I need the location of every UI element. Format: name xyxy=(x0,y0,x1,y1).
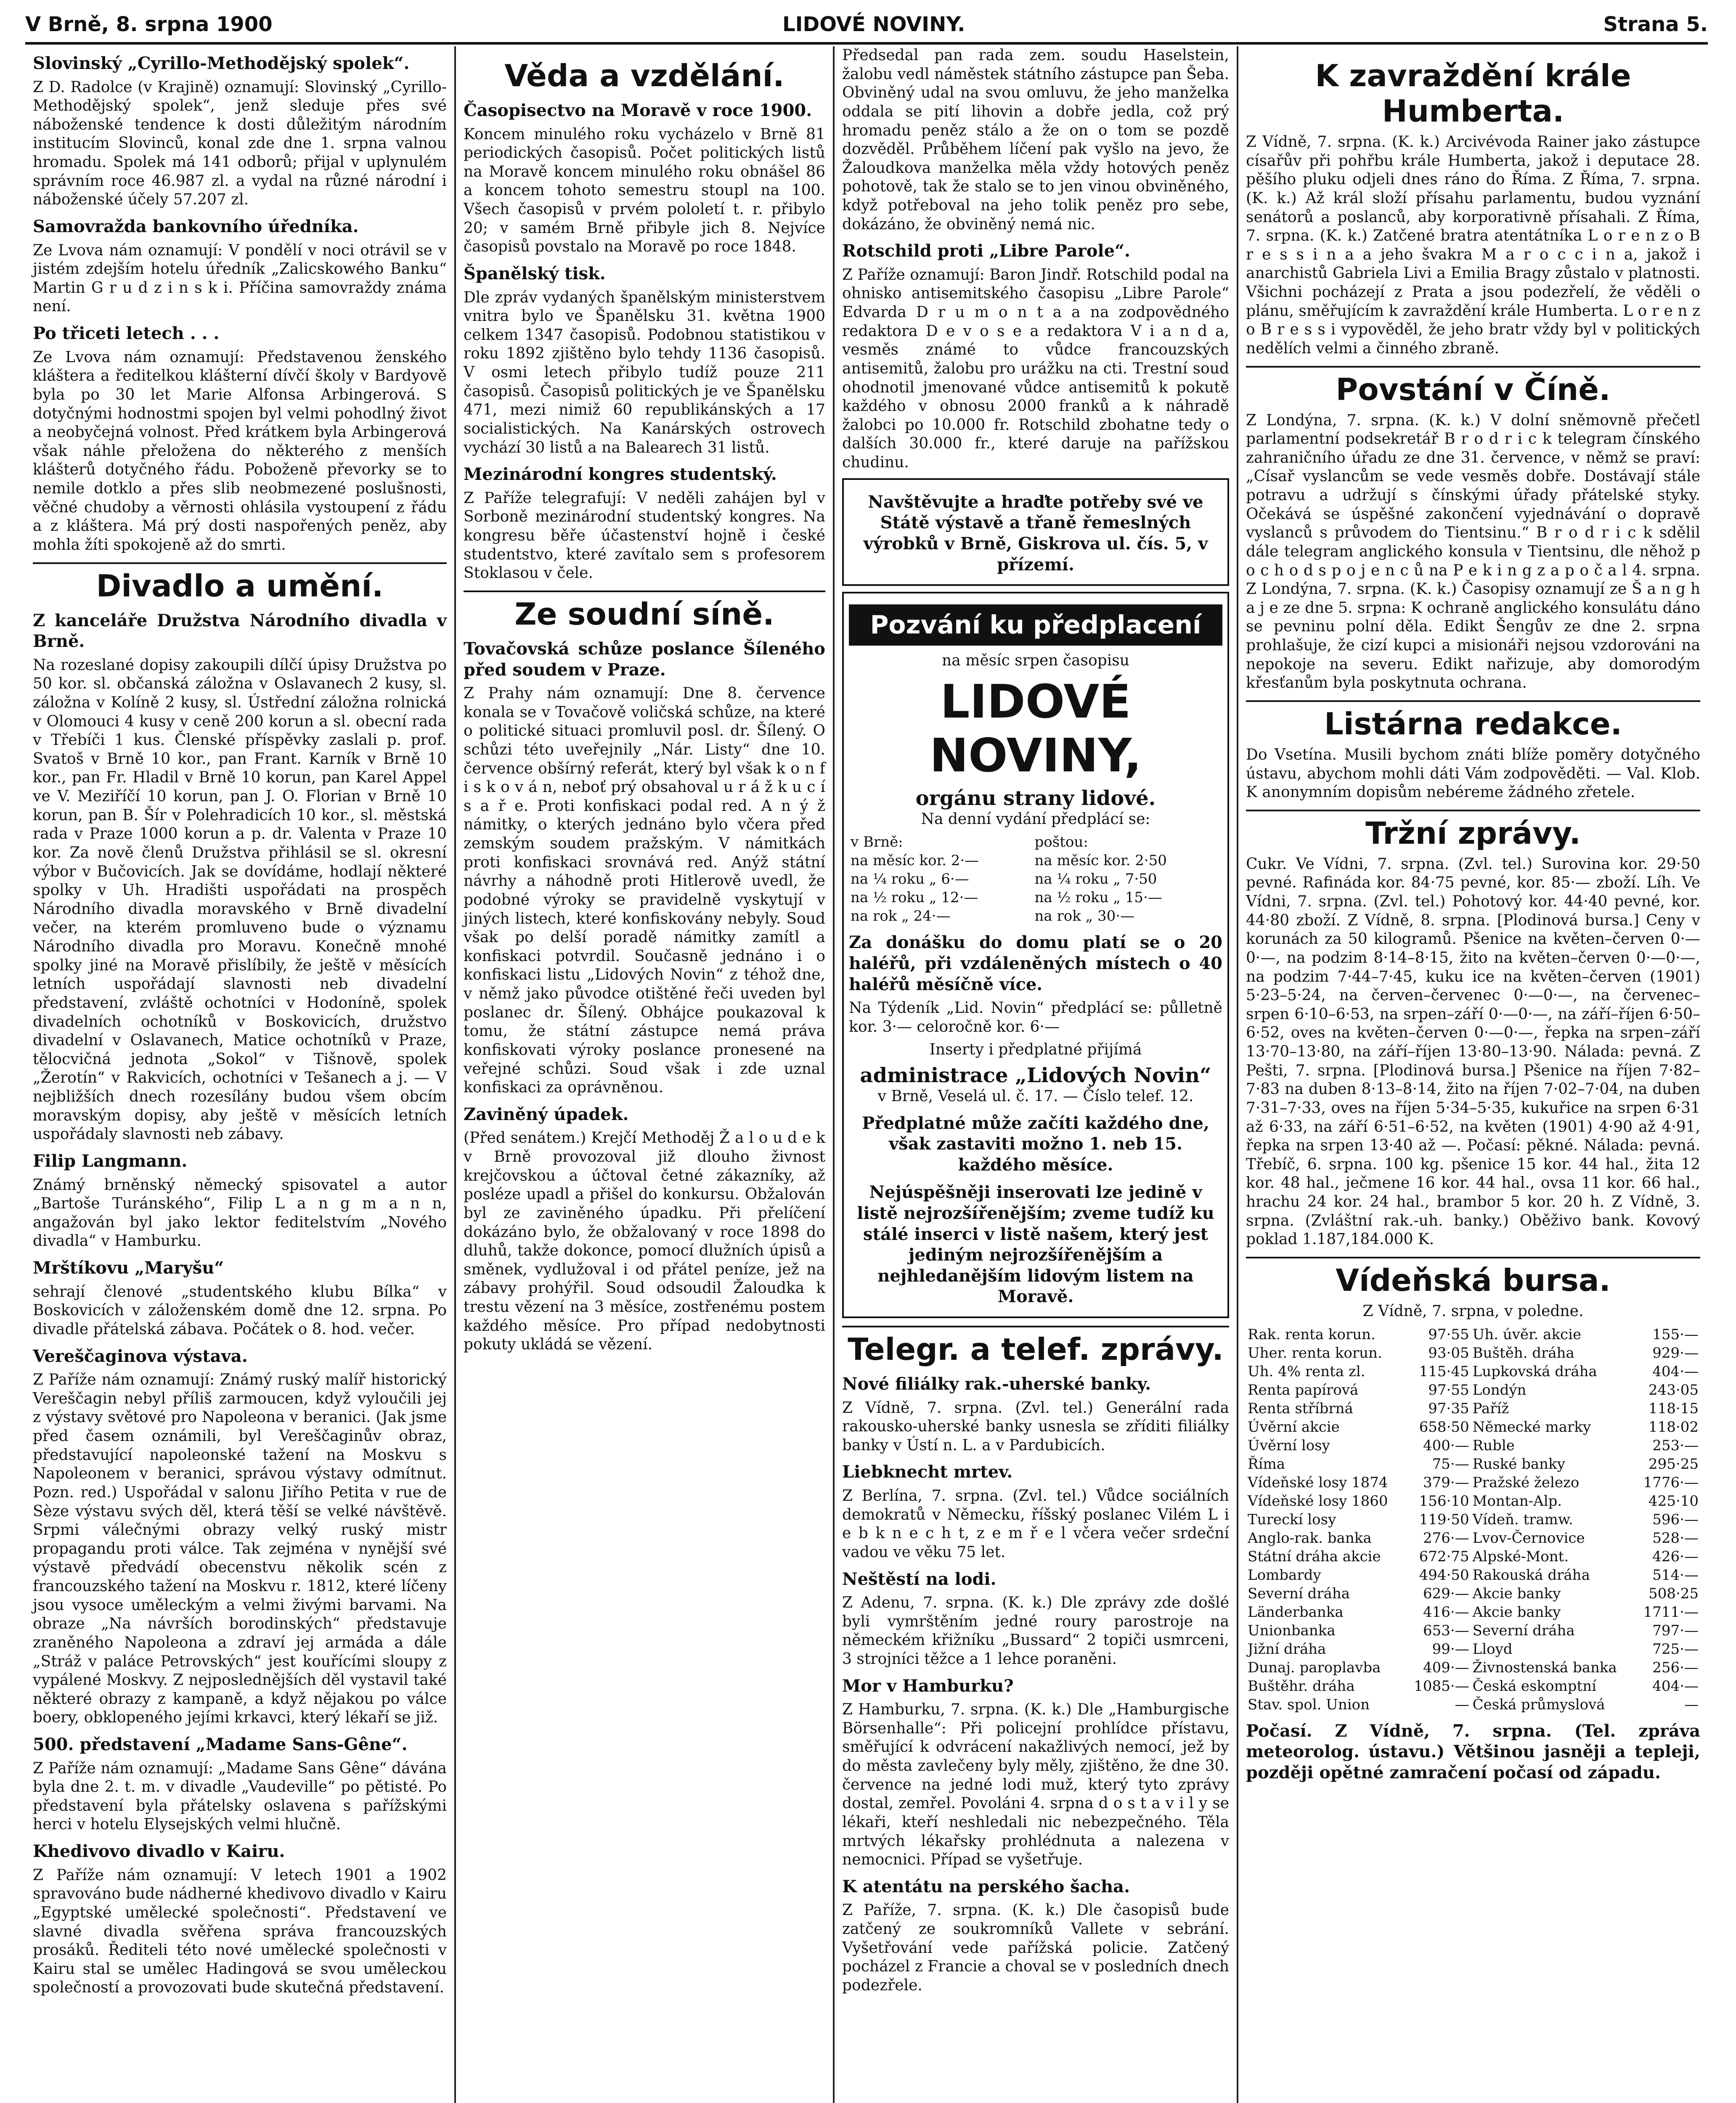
bursa-cell: 97·55 xyxy=(1428,1381,1469,1398)
bursa-cell: 1085·— xyxy=(1414,1677,1469,1695)
bursa-cell: 253·— xyxy=(1652,1437,1699,1454)
column-1 xyxy=(25,46,454,2103)
bursa-cell: 97·55 xyxy=(1428,1326,1469,1343)
bursa-cell: Rak. renta korun. xyxy=(1248,1326,1376,1343)
weather-report: Počasí. Z Vídně, 7. srpna. (Tel. zpráva meteorolog. ústavu.) Většinou jasněji a tepleji, později opětné zamračení počasí od západu. xyxy=(1246,1721,1700,1783)
table-row xyxy=(849,907,1222,925)
bursa-cell: Lupkovská dráha xyxy=(1472,1363,1597,1380)
article-text: Z Paříže oznamují: Baron Jindř. Rotschild podal na ohnisko antisemitského časopisu „Libre Parole“ Edvarda D r u m o n t a a na zodpovědného redaktora D e v o s e a redaktora V i a n d a, vesměs známé to vůdce francouzských antisemitů, žalobu pro urážku na cti. Trestní soud ohodnotil jmenované vůdce antisemitů k pokutě každého v obnosu 2000 franků a k náhradě žalobci po 10.000 fr. Rotschild zbohatne tedy o dalších 30.000 fr., které daruje na pařížskou chudinu. xyxy=(842,266,1229,471)
bursa-cell: 156·10 xyxy=(1419,1492,1469,1510)
bursa-cell: 416·— xyxy=(1423,1603,1469,1621)
article-text: Z Vídně, 7. srpna. (Zvl. tel.) Generální rada rakousko-uherské banky usnesla se zříditi filiálky banky v Ústí n. L. a v Pardubicích. xyxy=(842,1399,1229,1454)
weekly-rates: Na Týdeník „Lid. Novin“ předplácí se: půlletně kor. 3·— celoročně kor. 6·— xyxy=(849,999,1222,1036)
article-heading: Tovačovská schůze poslance Šíleného před soudem v Praze. xyxy=(464,638,825,680)
article-text: Z Prahy nám oznamují: Dne 8. července konala se v Tovačově voličská schůze, na které o politické situaci promluvil posl. dr. Šílený. O schůzi této uveřejnily „Nár. Listy“ dne 10. července obšírný referát, který byl však k o n f i s k o v á n, neboť prý obsahoval u r á ž k u c í s a ř e. Proti konfiskaci podal red. A n ý ž námitky, o kterých jednáno bylo včera před zemským soudem pražským. V námitkách proti konfiskaci srovnává red. Anýž státní návrhy a náhodně proti Hitlerově uvedl, že podobné výroky se pravidelně vyskytují v jiných listech, které konfiskovány nebyly. Soud však po delší poradě námitky zamítl a konfiskaci potvrdil. Současně jednáno i o konfiskaci listu „Lidových Novin“ z téhož dne, v němž jako původce otištěné řeči uveden byl poslanec dr. Šílený. Obhájce poukazoval k tomu, že státní zástupce nemá práva konfiskovati výroky poslance pronesené na veřejné schůzi. Soud však i zde uznal konfiskaci za oprávněnou. xyxy=(464,685,825,1097)
bursa-cell: 155·— xyxy=(1652,1326,1699,1343)
article-text: (Před senátem.) Krejčí Methoděj Ž a l o u d e k v Brně provozoval již dlouho živnost krejčovskou a účtoval četné zákazníky, až posléze upadl a přišel do konkursu. Obžalován byl ze zaviněného úpadku. Při přelíčení dokázáno bylo, že obžalovaný v roce 1898 do dluhů, takže dokonce, pomocí dlužních úpisů a směnek, vydlužoval i od přátel peníze, jež na zábavy prohýřil. Soud odsoudil Žaloudka k trestu vězení na 3 měsíce, zostřenému postem každého měsíce. Pro případ nedobytnosti pokuty ukládá se vězení. xyxy=(464,1129,825,1353)
column-4 xyxy=(1237,46,1708,2103)
bursa-cell: 243·05 xyxy=(1649,1381,1699,1398)
bursa-cell: Paříž xyxy=(1472,1400,1509,1417)
article-text: Z Londýna, 7. srpna. (K. k.) V dolní sněmovně přečetl parlamentní podsekretář B r o d r i c k telegram čínského zahraničního úřadu ze dne 31. července, v němž se praví: „Císař vyslancům se vede vesměs dobře. Dostávají stále potravu a udržují s čínskými úřady přátelské styky. Očekává se úspěšné zakončení vyjednávání o dopravě vyslanců s průvodem do Tientsinu.“ B r o d r i c k sdělil dále telegram anglického konsula v Tientsinu, dle něhož p o c h o d s p o j e n c ů na P e k i n g z a p o č a l 4. srpna. Z Londýna, 7. srpna. (K. k.) Časopisy oznamují ze Š a n g h a j e ze dne 5. srpna: K ochraně anglického konsulátu dáno se pevninu polní děla. Edikt Šengův ze dne 2. srpna prohlašuje, že cizí kupci a misionáři nejsou vzdorováni na nepokoje na severu. Edikt nařizuje, aby domorodým křesťanům byla poskytnuta ochrana. xyxy=(1246,411,1700,692)
bursa-subtitle: Z Vídně, 7. srpna, v poledne. xyxy=(1362,1302,1584,1320)
article-text: Z D. Radolce (v Krajině) oznamují: Slovinský „Cyrillo-Methodějský spolek“, jenž sleduje přes své náboženské tendence k dosti důležitým národním institucím Slovinců, konal zde dne 1. srpna valnou hromadu. Spolek má 141 odborů; přijal v uplynulém správním roce 46.987 zl. a vydal na různé národní i náboženské účely 57.207 zl. xyxy=(33,78,447,209)
bursa-cell: 276·— xyxy=(1423,1529,1469,1547)
notice-text: Navštěvujte a hraďte potřeby své ve Státě výstavě a třaně řemeslných výrobků v Brně, Giskrova ul. čís. 5, v přízemí. xyxy=(863,492,1208,575)
table-row xyxy=(1246,1658,1700,1677)
article-heading: Samovražda bankovního úředníka. xyxy=(33,216,359,236)
article-text: Do Vsetína. Musili bychom znáti blíže poměry dotyčného ústavu, abychom mohli dáti Vám zodpověděti. — Val. Klob. K anonymním dopisům nebéreme žádného zřetele. xyxy=(1246,746,1700,801)
subscription-sub: na měsíc srpen časopisu xyxy=(942,652,1129,670)
bursa-cell: 426·— xyxy=(1652,1548,1699,1565)
bursa-cell: Montan-Alp. xyxy=(1472,1492,1562,1510)
bursa-cell: Česká průmyslová xyxy=(1472,1696,1605,1713)
bursa-cell: Anglo-rak. banka xyxy=(1248,1529,1372,1547)
table-row xyxy=(1246,1399,1700,1418)
bursa-cell: Vídeň. tramw. xyxy=(1472,1511,1573,1528)
table-row xyxy=(1246,1584,1700,1603)
table-row xyxy=(1246,1529,1700,1547)
article-heading: Po třiceti letech . . . xyxy=(33,323,220,344)
bursa-cell: Unionbanka xyxy=(1248,1622,1336,1639)
bursa-cell: Lombardy xyxy=(1248,1566,1321,1584)
delivery-note: Za donášku do domu platí se o 20 haléřů, při vzdáleněných místech o 40 haléřů měsíčně více. xyxy=(849,932,1222,994)
article-text: Z Berlína, 7. srpna. (Zvl. tel.) Vůdce sociálních demokratů v Německu, říšský poslanec Vilém L i e b k n e c h t, z e m ř e l včera večer srdeční vadou ve věku 75 let. xyxy=(842,1487,1229,1561)
advertising-pitch: Nejúspěšněji inserovati lze jedině v listě nejrozšířenějším; zveme tudíž ku stálé inserci v listě našem, který jest jediným nejrozšířenějším a nejhledanějším lidovým listem na Moravě. xyxy=(857,1182,1214,1307)
article-heading-cina: Povstání v Číně. xyxy=(1246,366,1700,407)
bursa-cell: 119·50 xyxy=(1419,1511,1469,1528)
rate-cell: na měsíc kor. 2·— xyxy=(851,852,979,869)
bursa-cell: 400·— xyxy=(1423,1437,1469,1454)
bursa-cell: 653·— xyxy=(1423,1622,1469,1639)
bursa-cell: Uh. úvěr. akcie xyxy=(1472,1326,1582,1343)
bursa-cell: 1776·— xyxy=(1643,1474,1699,1491)
table-row xyxy=(849,870,1222,888)
article-text: Známý brněnský německý spisovatel a autor „Bartoše Turánského“, Filip L a n g m a n n, angažován byl jako lektor feditelstvím „Nového divadla“ v Hamburku. xyxy=(33,1176,447,1250)
rate-cell: na ¼ roku „ 6·— xyxy=(851,871,969,888)
article-text: Z Paříže nám oznamují: „Madame Sans Gêne“ dávána byla dne 2. t. m. v divadle „Vaudeville“ po pětisté. Po představení byla přátelsky oslavena s pařížskými herci v hotelu Elysejských velmi hlučně. xyxy=(33,1759,447,1833)
bursa-cell: Česká eskomptní xyxy=(1472,1677,1596,1695)
administration-line: administrace „Lidových Novin“ xyxy=(860,1064,1211,1087)
bursa-cell: 672·75 xyxy=(1419,1548,1469,1565)
article-heading-humbert: K zavraždění krále Humberta. xyxy=(1315,58,1631,129)
rate-cell: na ½ roku „ 12·— xyxy=(851,889,978,906)
table-row xyxy=(1246,1455,1700,1473)
table-row xyxy=(1246,1418,1700,1436)
table-row xyxy=(1246,1640,1700,1658)
header-title: LIDOVÉ NOVINY. xyxy=(782,13,965,36)
article-text: Předsedal pan rada zem. soudu Haselstein, žalobu vedl náměstek státního zástupce pan Šeba. Obviněný udal na svou omluvu, že jeho manželka oddala se pití lihovin a dobře jedla, což prý hromadu peněz stálo a že on o tom se pozdě dozvěděl. Průběhem líčení pak vyšlo na jevo, že Žaloudkova manželka měla vždy hotových peněz pohotově, tak že stalo se to jen vinou obviněného, když potřeboval na jeho tolik peněz pro sebe, dokázáno, že obviněný nemá nic. xyxy=(842,47,1229,233)
subscription-start: Předplatné může začíti každého dne, však zastaviti možno 1. neb 15. každého měsíce. xyxy=(862,1113,1209,1175)
bursa-cell: Buštěhr. dráha xyxy=(1248,1677,1355,1695)
article-heading: 500. představení „Madame Sans-Gêne“. xyxy=(33,1735,408,1754)
bursa-cell: 409·— xyxy=(1423,1659,1469,1676)
article-text: Z Paříže nám oznamují: Známý ruský malíř historický Vereščagin nebyl příliš zarmoucen, když vyloučili jej z výstavy světové pro Napoleona v beranici. (Jak jsme před časem oznámili, byl Vereščaginův obraz, představující napoleonské tažení na Moskvu s Napoleonem v beranici, správou výstavy odmítnut. Pozn. red.) Uspořádal v salonu Jiřího Petita v rue de Sèze výstavu svých děl, která těší se velké návštěvě. Srpmi válečnými obrazy velký ruský mistr propagandu proti válce. Tak zejména v nynější své výstavě předvádí obecenstvu několik scén z francouzského tažení na Moskvu r. 1812, které líčeny jsou vysoce uměleckým a velmi živými barvami. Na obraze „Na návrších borodinských“ představuje zraněného Napoleona a zdraví jej armáda a dále „Stráž v paláce Petrovských“ jest kouřícími sloupy z vypálené Moskvy. Z nejposlednějších děl vystavil také některé obrazy z kampaně, a když nějakou po válce boery, obklopeného jejími krkavci, který lékaří se již. xyxy=(33,1371,447,1727)
subscription-banner: Pozvání ku předplacení xyxy=(849,604,1222,646)
bursa-cell: — xyxy=(1684,1696,1699,1713)
bursa-cell: Stav. spol. Union xyxy=(1248,1696,1370,1713)
bursa-cell: Úvěrní losy xyxy=(1248,1437,1330,1454)
bursa-cell: 494·50 xyxy=(1419,1566,1469,1584)
table-row xyxy=(1246,1344,1700,1362)
bursa-cell: Ruble xyxy=(1472,1437,1515,1454)
article-text: Koncem minulého roku vycházelo v Brně 81 periodických časopisů. Počet politických listů na Moravě koncem minulého roku obnášel 86 a koncem tohoto semestru stoupl na 100. Všech časopisů v prvém pololetí t. r. přibylo 20; v samém Brně přibyle jich 8. Nejvíce časopisů povstalo na Moravě po roce 1848. xyxy=(464,125,825,256)
table-row xyxy=(849,888,1222,907)
article-text: Z Vídně, 7. srpna. (K. k.) Arcivévoda Rainer jako zástupce císařův při pohřbu krále Humberta, jakož i deputace 28. pěšího pluku odjeli dnes ráno do Říma. Z Říma, 7. srpna. (K. k.) Až král složí přísahu parlamentu, budou vyznání senátorů a poslanců, aby korporativně přísahali. Z Říma, 7. srpna. (K. k.) Zatčené bratra atentátníka L o r e n z o B r e s s i n a a jeho švakra M a r o c c i n a, jakož i anarchistů Gabriela Livi a Emilia Bragy zůstalo v platnosti. Všichni pocházejí z Prata a jsou podezřelí, že věděli o plánu, směřujícím k zavraždění krále Humberta. L o r e n z o B r e s s i vypověděl, že jeho bratr vždy byl v politických nedělích velmi a činného zbraně. xyxy=(1246,133,1700,357)
page-header xyxy=(25,8,1708,45)
bursa-cell: 97·35 xyxy=(1428,1400,1469,1417)
bursa-cell: 725·— xyxy=(1652,1640,1699,1658)
table-row xyxy=(1246,1566,1700,1584)
rate-cell: na ¼ roku „ 7·50 xyxy=(1034,871,1157,888)
section-title-telegr: Telegr. a telef. zprávy. xyxy=(842,1326,1229,1367)
article-heading: Mrštíkovu „Maryšu“ xyxy=(33,1258,224,1278)
exhibition-notice xyxy=(842,478,1229,586)
bursa-cell: 425·10 xyxy=(1649,1492,1699,1510)
article-heading-trzni: Tržní zprávy. xyxy=(1246,810,1700,851)
bursa-cell: Vídeňské losy 1860 xyxy=(1248,1492,1388,1510)
bursa-cell: Buštěh. dráha xyxy=(1472,1344,1574,1361)
article-text: Z Paříže, 7. srpna. (K. k.) Dle časopisů bude zatčený ze soukromníků Vallete v sebrání. Vyšetřování vede pařížská policie. Zatčený pocházel z Francie a choval se v posledních dnech podezřele. xyxy=(842,1902,1229,1994)
article-heading: Slovinský „Cyrillo-Methodějský spolek“. xyxy=(33,53,410,73)
article-text: Dle zpráv vydaných španělským ministerstvem vnitra bylo ve Španělsku 31. května 1900 celkem 1347 časopisů. Podobnou statistikou v roku 1892 zjištěno bylo tehdy 1136 časopisů. V osmi letech přibylo tudíž pouze 211 časopisů. Časopisů politických je ve Španělsku 471, mezi nimiž 60 republikánských a 17 socialistických. Na Kanárských ostrovech vychází 30 listů a na Balearech 31 listů. xyxy=(464,289,825,456)
bursa-cell: Uh. 4% renta zl. xyxy=(1248,1363,1365,1380)
article-text: Na rozeslané dopisy zakoupili dílčí úpisy Družstva po 50 kor. sl. občanská záložna v Oslavanech 2 kusy, sl. záložna v Kolíně 2 kusy, sl. Ústřední záložna rolnická v Olomouci 4 kusy v ceně 200 korun a sl. obecní rada v Třebíči 1 kus. Členské příspěvky zaslali p. prof. Svatoš v Brně 10 kor., pan Frant. Karník v Brně 10 kor., pan Fr. Hladil v Brně 10 korun, pan Karel Appel ve V. Meziříčí 10 korun, pan J. O. Florian v Brně 10 korun, pan B. Šír v Polehradicích 10 kor., sl. městská rada v Praze 1000 korun a p. dr. Valenta v Praze 10 kor. Za nově členů Družstva přihlásil se sl. okresní výbor v Bučovicích. Jak se dovídáme, hodlají některé spolky v Uh. Hradišti uspořádati na prospěch Národního divadla moravského v Brně divadelní večer, na kterém promluveno bude o významu Národního divadla pro Moravu. Konečně mnohé spolky jiné na Moravě přislíbily, že ještě v měsících letních uspořádají slavnosti neb divadelní představení, zvláště ochotníci v Hodoníně, spolek divadelních ochotníků v Boskovicích, družstvo divadelní v Oslavanech, Matice ochotníků v Praze, tělocvičná jednota „Sokol“ v Tišnově, spolek „Žerotín“ v Rakvicích, ochotníci v Tešanech a j. — V nejbližších dnech rozesílány budou všem obcím moravským dopisy, aby ještě v měsících letních uspořádaly slavnosti neb zábavy. xyxy=(33,656,447,1143)
bursa-cell: Renta stříbrná xyxy=(1248,1400,1353,1417)
article-heading: Filip Langmann. xyxy=(33,1151,188,1171)
rates-col-post: poštou: xyxy=(1034,834,1088,851)
table-row xyxy=(1246,1695,1700,1714)
bursa-cell: 797·— xyxy=(1652,1622,1699,1639)
table-row xyxy=(1246,1547,1700,1566)
bursa-cell: Jižní dráha xyxy=(1248,1640,1326,1658)
bursa-cell: Lvov-Černovice xyxy=(1472,1529,1585,1547)
bursa-cell: 404·— xyxy=(1652,1677,1699,1695)
article-text: Z Paříže telegrafují: V neděli zahájen byl v Sorboně mezinárodní studentský kongres. Na kongresu běře účastenství hojně i české studentstvo, které zavítalo sem s profesorem Stoklasou v čele. xyxy=(464,489,825,582)
table-row xyxy=(1246,1621,1700,1640)
bursa-cell: Länderbanka xyxy=(1248,1603,1344,1621)
article-text: Ze Lvova nám oznamují: Představenou ženského kláštera a ředitelkou klášterní dívčí školy v Bardyově byla po 30 let Marie Alfonsa Arbingerová. S dotyčnými hodnostmi spojen byl velmi pohodlný život a neobyčejná volnost. Před krátkem byla Arbingerová však náhle přeložena do některého z menších klášterů dotyčného řádu. Poboženě převorky se to nemile dotklo a přes slib neobmezené poslušnosti, věčné chudoby a věrnosti ohlásila vystoupení z řádu a z kláštera. Má prý dosti naspořených peněz, aby mohla žíti spokojeně až do smrti. xyxy=(33,348,447,554)
subscription-ad xyxy=(842,592,1229,1318)
table-row xyxy=(1246,1677,1700,1695)
article-heading: Rotschild proti „Libre Parole“. xyxy=(842,241,1130,261)
rate-cell: na měsíc kor. 2·50 xyxy=(1034,852,1167,869)
rate-cell: na ½ roku „ 15·— xyxy=(1034,889,1162,906)
article-text: Z Adenu, 7. srpna. (K. k.) Dle zprávy zde došlé byli vymrštěním jedné roury parostroje na německém křižníku „Bussard“ 2 topiči usmrceni, 3 strojníci těžce a 1 lehce poraněni. xyxy=(842,1594,1229,1668)
article-heading: K atentátu na perského šacha. xyxy=(842,1876,1130,1896)
bursa-cell: Londýn xyxy=(1472,1381,1527,1398)
bursa-cell: Živnostenská banka xyxy=(1472,1659,1617,1676)
bursa-cell: Úvěrní akcie xyxy=(1248,1418,1340,1436)
table-row xyxy=(1246,1436,1700,1455)
bursa-cell: Říma xyxy=(1248,1455,1285,1473)
bursa-cell: Uher. renta korun. xyxy=(1248,1344,1382,1361)
bursa-cell: 528·— xyxy=(1652,1529,1699,1547)
bursa-cell: Státní dráha akcie xyxy=(1248,1548,1381,1565)
bursa-cell: Alpské-Mont. xyxy=(1472,1548,1569,1565)
rates-title: Na denní vydání předplácí se: xyxy=(921,810,1150,828)
bursa-cell: Severní dráha xyxy=(1472,1622,1575,1639)
article-heading: Mor v Hamburku? xyxy=(842,1676,1014,1696)
bursa-cell: 118·02 xyxy=(1649,1418,1699,1436)
bursa-cell: Pražské železo xyxy=(1472,1474,1580,1491)
bursa-cell: 514·— xyxy=(1652,1566,1699,1584)
article-heading: Mezinárodní kongres studentský. xyxy=(464,464,777,485)
bursa-cell: 379·— xyxy=(1423,1474,1469,1491)
article-heading-bursa: Vídeňská bursa. xyxy=(1246,1257,1700,1298)
header-date: V Brně, 8. srpna 1900 xyxy=(25,13,273,36)
bursa-cell: 75·— xyxy=(1432,1455,1469,1473)
rates-col-city: v Brně: xyxy=(851,834,903,851)
bursa-cell: 115·45 xyxy=(1419,1363,1469,1380)
bursa-cell: Německé marky xyxy=(1472,1418,1591,1436)
bursa-table xyxy=(1246,1325,1700,1714)
section-title-veda: Věda a vzdělání. xyxy=(504,58,785,93)
table-row xyxy=(1246,1381,1700,1399)
article-text: Ze Lvova nám oznamují: V pondělí v noci otrávil se v jistém zdejším hotelu úředník „Zalicskowého Banku“ Martin G r u d z i n s k i. Příčina samovraždy známa není. xyxy=(33,241,447,315)
bursa-cell: Lloyd xyxy=(1472,1640,1513,1658)
rates-table xyxy=(849,833,1222,925)
table-row xyxy=(1246,1362,1700,1381)
bursa-cell: 93·05 xyxy=(1428,1344,1469,1361)
bursa-cell: Akcie banky xyxy=(1472,1585,1561,1602)
bursa-cell: 256·— xyxy=(1652,1659,1699,1676)
address-line: v Brně, Veselá ul. č. 17. — Číslo telef. 12. xyxy=(877,1088,1194,1105)
bursa-cell: 295·25 xyxy=(1649,1455,1699,1473)
bursa-cell: 99·— xyxy=(1432,1640,1469,1658)
section-title-divadlo: Divadlo a umění. xyxy=(33,562,447,604)
bursa-cell: 404·— xyxy=(1652,1363,1699,1380)
table-row xyxy=(849,851,1222,870)
bursa-cell: Vídeňské losy 1874 xyxy=(1248,1474,1388,1491)
bursa-cell: 658·50 xyxy=(1419,1418,1469,1436)
table-row xyxy=(1246,1325,1700,1344)
inserts-line: Inserty i předplatné přijímá xyxy=(929,1041,1142,1059)
bursa-cell: Tureckí losy xyxy=(1248,1511,1336,1528)
table-row xyxy=(1246,1492,1700,1510)
article-heading: Španělský tisk. xyxy=(464,263,606,283)
newspaper-logo: LIDOVÉ NOVINY, xyxy=(930,674,1142,782)
bursa-cell: — xyxy=(1455,1696,1469,1713)
table-row xyxy=(1246,1473,1700,1492)
article-heading: Zaviněný úpadek. xyxy=(464,1104,629,1124)
rate-cell: na rok „ 30·— xyxy=(1034,908,1135,925)
organ-line: orgánu strany lidové. xyxy=(915,786,1156,810)
article-text: Cukr. Ve Vídni, 7. srpna. (Zvl. tel.) Surovina kor. 29·50 pevné. Rafináda kor. 84·75 pevné, kor. 85·— zboží. Líh. Ve Vídni, 7. srpna. (Zvl. tel.) Pohotový kor. 44·40 pevné, kor. 44·80 zboží. Z Vídně, 8. srpna. [Plodinová bursa.] Ceny v korunách za 50 kilogramů. Pšenice na květen–červen 0·—0·—, na podzim 8·14–8·15, žito na květen–červen 0·—0·—, na podzim 7·44–7·45, kuku ice na květen–červen (1901) 5·23–5·24, na červen–červenec 0·—0·—, na červenec–srpen 6·10–6·53, na srpen–září 0·—0·—, na září–říjen 6·50–6·52, oves na květen–červen 0·—0·—, řepka na srpen–září 13·70–13·80, na září–říjen 13·80–13·90. Nálada: pevná. Z Pešti, 7. srpna. [Plodinová bursa.] Pšenice na říjen 7·82–7·83 na duben 8·13–8·14, žito na říjen 7·02–7·04, na duben 7·31–7·33, oves na říjen 5·34–5·35, kukuřice na srpen 6·31 až 6·33, na září 6·51–6·52, na květen (1901) 4·90 až 4·91, řepka na srpen 13·40 až —. Počasí: pěkné. Nálada: pevná. Třebíč, 6. srpna. 100 kg. pšenice 15 kor. 44 hal., žita 12 kor. 48 hal., ječmene 16 kor. 44 hal., ovsa 11 kor. 66 hal., hrachu 24 kor. 24 hal., brambor 5 kor. 20 h. Z Vídně, 3. srpna. (Zvláštní rak.-uh. banky.) Oběživo bank. Kovový poklad 1.187,184.000 K. xyxy=(1246,855,1700,1248)
bursa-cell: 929·— xyxy=(1652,1344,1699,1361)
article-text: Z Paříže nám oznamují: V letech 1901 a 1902 spravováno bude nádherné khedivovo divadlo v Kairu „Egyptské umělecké společnosti“. Představení ve slavné divadla svěřena správa francouzských prosáků. Řediteli této nové umělecké společnosti v Kairu stal se umělec Hadingová se svou uměleckou společností a provozovati bude skutečná představení. xyxy=(33,1866,447,1997)
article-heading: Khedivovo divadlo v Kairu. xyxy=(33,1841,285,1862)
bursa-cell: 508·25 xyxy=(1649,1585,1699,1602)
article-heading: Nové filiálky rak.-uherské banky. xyxy=(842,1374,1151,1394)
table-row xyxy=(1246,1603,1700,1621)
article-text: sehrají členové „studentského klubu Bílka“ v Boskovicích v záloženském domě dne 12. srpna. Po divadle přátelská zábava. Počátek o 8. hod. večer. xyxy=(33,1283,447,1338)
article-heading: Časopisectvo na Moravě v roce 1900. xyxy=(464,101,812,120)
bursa-cell: 629·— xyxy=(1423,1585,1469,1602)
article-heading: Neštěstí na lodi. xyxy=(842,1569,997,1589)
bursa-cell: Dunaj. paroplavba xyxy=(1248,1659,1381,1676)
table-row xyxy=(1246,1510,1700,1529)
bursa-cell: 596·— xyxy=(1652,1511,1699,1528)
bursa-cell: Rakouská dráha xyxy=(1472,1566,1590,1584)
header-page-number: Strana 5. xyxy=(1603,13,1708,36)
article-text: Z Hamburku, 7. srpna. (K. k.) Dle „Hamburgische Börsenhalle“: Při policejní prohlídce přístavu, směřující k odvrácení nakažlivých nemocí, jež by do města zavlečeny byly měly, zjištěno, že dne 30. července na jedné lodi muž, který tyto zprávy dostal, zemřel. Povoláni 4. srpna d o s t a v i l y se lékaři, kteří neshledali nic nebezpečného. Těla mrtvých lékařsky prohlédnuta a nalezena v nemocnici. Případ se vyšetřuje. xyxy=(842,1701,1229,1869)
article-heading-listarna: Listárna redakce. xyxy=(1246,700,1700,742)
bursa-cell: 118·15 xyxy=(1649,1400,1699,1417)
bursa-cell: Severní dráha xyxy=(1248,1585,1350,1602)
bursa-cell: Akcie banky xyxy=(1472,1603,1561,1621)
column-2 xyxy=(454,46,833,2103)
section-title-soudni: Ze soudní síně. xyxy=(464,591,825,632)
article-heading: Z kanceláře Družstva Národního divadla v Brně. xyxy=(33,610,447,652)
column-3 xyxy=(833,46,1237,2103)
bursa-cell: Renta papírová xyxy=(1248,1381,1359,1398)
bursa-cell: 1711·— xyxy=(1643,1603,1699,1621)
article-heading: Liebknecht mrtev. xyxy=(842,1462,1013,1482)
article-heading: Vereščaginova výstava. xyxy=(33,1346,248,1366)
bursa-cell: Ruské banky xyxy=(1472,1455,1565,1473)
rate-cell: na rok „ 24·— xyxy=(851,908,951,925)
